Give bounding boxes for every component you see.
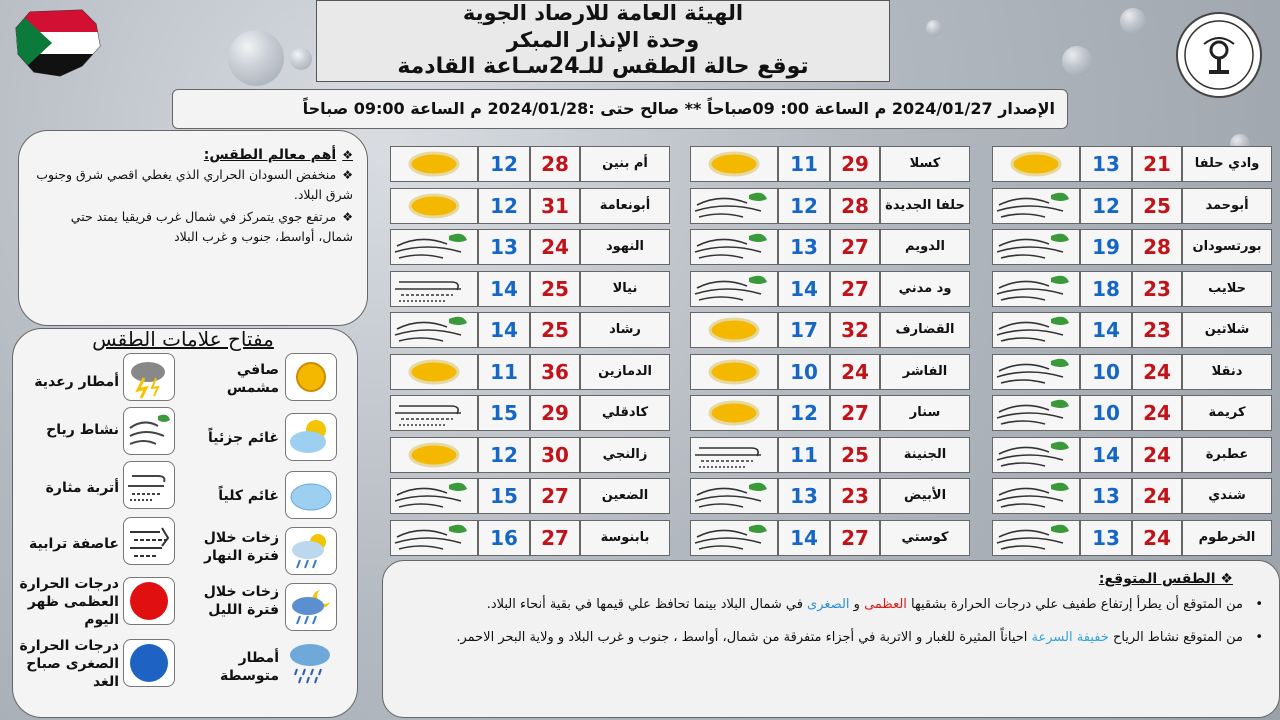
forecast-paragraph: • من المتوقع نشاط الرياح خفيفة السرعة احياناً المثيرة للغبار و الاتربة في أجزاء متفرقة من شمال، أواسط ، جنوب و غرب البلاد و ولاية البحر الاحمر. bbox=[456, 630, 1263, 645]
wind-activity-icon bbox=[690, 520, 778, 556]
features-title: ❖أهم معالم الطقس: bbox=[203, 147, 353, 163]
max-temp-value: 23 bbox=[1132, 312, 1182, 348]
city-row bbox=[992, 229, 1272, 265]
min-temp-value: 13 bbox=[778, 229, 830, 265]
droplet-decoration bbox=[926, 20, 942, 36]
city-name: الخرطوم bbox=[1182, 520, 1272, 556]
max-temp-value: 23 bbox=[830, 478, 880, 514]
sun-icon bbox=[390, 188, 478, 224]
city-name: دنقلا bbox=[1182, 354, 1272, 390]
city-name: كسلا bbox=[880, 146, 970, 182]
max-temp-value: 24 bbox=[830, 354, 880, 390]
wind-activity-icon bbox=[390, 312, 478, 348]
header-panel bbox=[316, 0, 890, 82]
city-name: حلايب bbox=[1182, 271, 1272, 307]
min-temp-blue-circle-icon bbox=[123, 639, 175, 687]
duststorm-icon bbox=[123, 517, 175, 565]
city-row bbox=[992, 146, 1272, 182]
city-row bbox=[390, 354, 670, 390]
min-temp-value: 15 bbox=[478, 478, 530, 514]
city-row bbox=[390, 271, 670, 307]
city-name: شندي bbox=[1182, 478, 1272, 514]
max-temp-value: 25 bbox=[530, 312, 580, 348]
legend-label-day-showers: زخات خلال فترة النهار bbox=[203, 530, 279, 564]
max-temp-value: 21 bbox=[1132, 146, 1182, 182]
min-temp-value: 11 bbox=[778, 437, 830, 473]
max-temp-value: 31 bbox=[530, 188, 580, 224]
blowing-dust-icon bbox=[123, 461, 175, 509]
day-showers-icon bbox=[285, 527, 337, 575]
blowing-dust-icon bbox=[390, 271, 478, 307]
wind-activity-icon bbox=[123, 407, 175, 455]
city-name: نيالا bbox=[580, 271, 670, 307]
min-temp-value: 12 bbox=[478, 188, 530, 224]
city-row bbox=[992, 395, 1272, 431]
city-row bbox=[390, 478, 670, 514]
max-temp-value: 25 bbox=[830, 437, 880, 473]
max-temp-value: 28 bbox=[530, 146, 580, 182]
city-row bbox=[690, 478, 970, 514]
droplet-decoration bbox=[1062, 46, 1092, 76]
city-name: كريمة bbox=[1182, 395, 1272, 431]
min-temp-value: 12 bbox=[778, 188, 830, 224]
max-temp-value: 24 bbox=[1132, 478, 1182, 514]
max-temp-value: 24 bbox=[530, 229, 580, 265]
forecast-paragraph: • من المتوقع أن يطرأ إرتفاع طفيف علي درجات الحرارة بشقيها العظمى و الصغرى في شمال البلاد بينما تحافظ علي قيمها في بقية أنحاء البلاد. bbox=[486, 597, 1263, 612]
sun-icon bbox=[285, 353, 337, 401]
wind-activity-icon bbox=[390, 229, 478, 265]
max-temp-value: 24 bbox=[1132, 520, 1182, 556]
city-name: الجنينة bbox=[880, 437, 970, 473]
wind-activity-icon bbox=[992, 188, 1080, 224]
max-temp-value: 27 bbox=[530, 478, 580, 514]
city-row bbox=[992, 312, 1272, 348]
min-temp-value: 13 bbox=[778, 478, 830, 514]
city-row bbox=[690, 437, 970, 473]
header-authority-name: الهيئة العامة للارصاد الجوية bbox=[462, 1, 744, 25]
city-row bbox=[390, 229, 670, 265]
city-name: حلفا الجديدة bbox=[880, 188, 970, 224]
sun-icon bbox=[690, 354, 778, 390]
min-temp-value: 14 bbox=[478, 312, 530, 348]
city-name: بورتسودان bbox=[1182, 229, 1272, 265]
city-name: الأبيض bbox=[880, 478, 970, 514]
wind-activity-icon bbox=[992, 271, 1080, 307]
city-name: القضارف bbox=[880, 312, 970, 348]
sun-icon bbox=[390, 146, 478, 182]
wind-activity-icon bbox=[390, 520, 478, 556]
city-row bbox=[390, 312, 670, 348]
max-temp-value: 24 bbox=[1132, 354, 1182, 390]
min-temp-value: 12 bbox=[778, 395, 830, 431]
legend-label-night-showers: زخات خلال فترة الليل bbox=[203, 584, 279, 618]
min-temp-value: 10 bbox=[778, 354, 830, 390]
feature-item: ❖مرتفع جوي يتمركز في شمال غرب فريقيا يمتد حتي شمال، أواسط، جنوب و غرب البلاد bbox=[70, 209, 353, 244]
max-temp-value: 28 bbox=[1132, 229, 1182, 265]
blowing-dust-icon bbox=[390, 395, 478, 431]
min-temp-value: 11 bbox=[778, 146, 830, 182]
city-row bbox=[690, 146, 970, 182]
min-temp-value: 13 bbox=[1080, 146, 1132, 182]
max-temp-value: 27 bbox=[830, 271, 880, 307]
city-row bbox=[992, 188, 1272, 224]
city-row bbox=[690, 395, 970, 431]
city-row bbox=[992, 354, 1272, 390]
legend-label-cloudy: غائم كلياً bbox=[218, 488, 279, 504]
droplet-decoration bbox=[290, 48, 312, 70]
header-forecast-title: توقع حالة الطقس للـ24سـاعة القادمة bbox=[397, 54, 809, 79]
city-name: النهود bbox=[580, 229, 670, 265]
sun-icon bbox=[390, 437, 478, 473]
moderate-rain-icon bbox=[285, 639, 337, 687]
min-temp-value: 14 bbox=[1080, 437, 1132, 473]
city-name: وادي حلفا bbox=[1182, 146, 1272, 182]
min-temp-value: 14 bbox=[1080, 312, 1132, 348]
max-temp-value: 24 bbox=[1132, 437, 1182, 473]
legend-label-min-temp: درجات الحرارة الصغرى صباح الغد bbox=[19, 638, 119, 690]
wind-activity-icon bbox=[992, 478, 1080, 514]
thunderstorm-icon bbox=[123, 353, 175, 401]
city-row bbox=[390, 188, 670, 224]
weather-legend-panel bbox=[12, 328, 358, 718]
city-name: رشاد bbox=[580, 312, 670, 348]
city-name: سنار bbox=[880, 395, 970, 431]
wind-activity-icon bbox=[992, 312, 1080, 348]
city-name: شلاتين bbox=[1182, 312, 1272, 348]
min-temp-value: 10 bbox=[1080, 395, 1132, 431]
city-row bbox=[690, 520, 970, 556]
city-row bbox=[390, 520, 670, 556]
wind-activity-icon bbox=[992, 437, 1080, 473]
legend-label-thunderstorm: أمطار رعدية bbox=[34, 374, 119, 390]
city-row bbox=[690, 271, 970, 307]
city-name: الدمازين bbox=[580, 354, 670, 390]
legend-label-max-temp: درجات الحرارة العظمى ظهر اليوم bbox=[19, 576, 119, 628]
max-temp-value: 23 bbox=[1132, 271, 1182, 307]
sudan-flag-map-icon bbox=[12, 6, 102, 80]
legend-label-moderate-rain: أمطار متوسطة bbox=[219, 650, 279, 684]
min-temp-value: 16 bbox=[478, 520, 530, 556]
expected-weather-panel bbox=[382, 560, 1280, 718]
sun-icon bbox=[690, 312, 778, 348]
city-row bbox=[690, 188, 970, 224]
min-temp-value: 14 bbox=[778, 271, 830, 307]
city-name: الدويم bbox=[880, 229, 970, 265]
min-temp-value: 14 bbox=[778, 520, 830, 556]
max-temp-value: 36 bbox=[530, 354, 580, 390]
city-name: زالنجي bbox=[580, 437, 670, 473]
partly-cloudy-icon bbox=[285, 413, 337, 461]
city-name: بابنوسة bbox=[580, 520, 670, 556]
min-temp-value: 19 bbox=[1080, 229, 1132, 265]
max-temp-value: 28 bbox=[830, 188, 880, 224]
city-name: أبونعامة bbox=[580, 188, 670, 224]
max-temp-value: 27 bbox=[530, 520, 580, 556]
city-row bbox=[690, 354, 970, 390]
city-name: الضعين bbox=[580, 478, 670, 514]
max-temp-value: 32 bbox=[830, 312, 880, 348]
city-row bbox=[992, 520, 1272, 556]
droplet-decoration bbox=[1120, 8, 1146, 34]
sun-icon bbox=[690, 146, 778, 182]
city-row bbox=[992, 271, 1272, 307]
city-name: ود مدني bbox=[880, 271, 970, 307]
city-name: كوستي bbox=[880, 520, 970, 556]
min-temp-value: 15 bbox=[478, 395, 530, 431]
legend-label-duststorm: عاصفة ترابية bbox=[28, 536, 119, 552]
sun-icon bbox=[992, 146, 1080, 182]
max-temp-value: 24 bbox=[1132, 395, 1182, 431]
min-temp-value: 13 bbox=[478, 229, 530, 265]
legend-label-blowing-dust: أتربة مثارة bbox=[45, 480, 119, 496]
max-temp-value: 25 bbox=[1132, 188, 1182, 224]
wind-activity-icon bbox=[992, 229, 1080, 265]
max-temp-value: 27 bbox=[830, 520, 880, 556]
max-temp-red-circle-icon bbox=[123, 577, 175, 625]
min-temp-value: 11 bbox=[478, 354, 530, 390]
wind-activity-icon bbox=[690, 478, 778, 514]
city-row bbox=[690, 312, 970, 348]
forecast-title: ❖ الطقس المتوقع: bbox=[1098, 571, 1233, 587]
city-row bbox=[992, 478, 1272, 514]
wind-activity-icon bbox=[992, 520, 1080, 556]
max-temp-value: 29 bbox=[830, 146, 880, 182]
min-temp-value: 17 bbox=[778, 312, 830, 348]
city-name: أم بنين bbox=[580, 146, 670, 182]
city-row bbox=[390, 395, 670, 431]
city-row bbox=[390, 146, 670, 182]
legend-label-sunny: صافي مشمس bbox=[226, 362, 279, 396]
city-row bbox=[690, 229, 970, 265]
legend-label-wind-activity: نشاط رياح bbox=[46, 422, 119, 438]
min-temp-value: 18 bbox=[1080, 271, 1132, 307]
city-name: الفاشر bbox=[880, 354, 970, 390]
city-name: كادقلي bbox=[580, 395, 670, 431]
min-temp-value: 12 bbox=[478, 437, 530, 473]
max-temp-value: 25 bbox=[530, 271, 580, 307]
blowing-dust-icon bbox=[690, 437, 778, 473]
feature-item: ❖منخفض السودان الحراري الذي يغطي اقصي شرق وجنوب شرق البلاد. bbox=[36, 167, 353, 202]
wind-activity-icon bbox=[690, 271, 778, 307]
wind-activity-icon bbox=[992, 354, 1080, 390]
min-temp-value: 10 bbox=[1080, 354, 1132, 390]
sun-icon bbox=[390, 354, 478, 390]
meteorological-authority-logo bbox=[1176, 12, 1262, 98]
max-temp-value: 29 bbox=[530, 395, 580, 431]
night-showers-icon bbox=[285, 583, 337, 631]
min-temp-value: 13 bbox=[1080, 478, 1132, 514]
max-temp-value: 27 bbox=[830, 229, 880, 265]
wind-activity-icon bbox=[690, 229, 778, 265]
min-temp-value: 14 bbox=[478, 271, 530, 307]
wind-activity-icon bbox=[390, 478, 478, 514]
legend-label-partly-cloudy: غائم جزئياً bbox=[208, 430, 279, 446]
cloudy-icon bbox=[285, 471, 337, 519]
city-row bbox=[390, 437, 670, 473]
weather-features-panel bbox=[18, 130, 368, 326]
min-temp-value: 12 bbox=[478, 146, 530, 182]
sun-icon bbox=[690, 395, 778, 431]
city-row bbox=[992, 437, 1272, 473]
min-temp-value: 13 bbox=[1080, 520, 1132, 556]
wind-activity-icon bbox=[992, 395, 1080, 431]
legend-title: مفتاح علامات الطقس bbox=[92, 327, 274, 351]
min-temp-value: 12 bbox=[1080, 188, 1132, 224]
wind-activity-icon bbox=[690, 188, 778, 224]
max-temp-value: 30 bbox=[530, 437, 580, 473]
issue-validity-bar: الإصدار 2024/01/27 م الساعة 00: 09صباحاً ** صالح حتى :2024/01/28 م الساعة 09:00 صباحاً bbox=[172, 89, 1068, 129]
max-temp-value: 27 bbox=[830, 395, 880, 431]
header-unit-name: وحدة الإنذار المبكر bbox=[506, 28, 700, 52]
city-name: عطبرة bbox=[1182, 437, 1272, 473]
droplet-decoration bbox=[228, 30, 284, 86]
city-name: أبوحمد bbox=[1182, 188, 1272, 224]
